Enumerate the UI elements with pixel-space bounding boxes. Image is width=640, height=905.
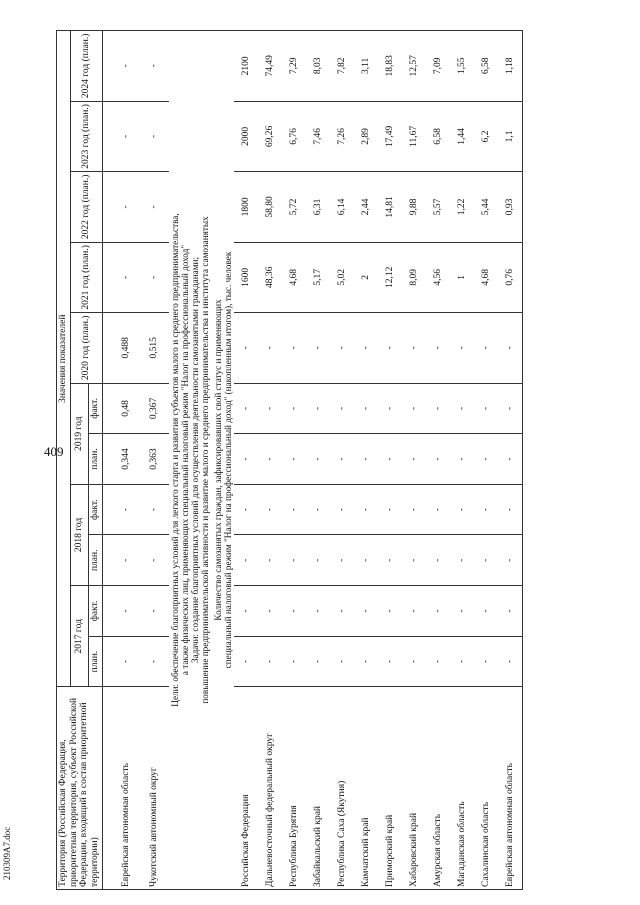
value-cell: -	[378, 535, 402, 586]
value-cell: -	[234, 484, 258, 535]
value-cell: -	[113, 535, 141, 586]
value-cell: 2000	[234, 101, 258, 171]
value-cell: -	[306, 484, 330, 535]
table-header	[57, 31, 103, 890]
value-cell: -	[474, 484, 498, 535]
value-cell: 18,83	[378, 31, 402, 102]
value-cell: 7,46	[306, 101, 330, 171]
value-cell: -	[426, 636, 450, 687]
value-cell: -	[402, 313, 426, 383]
header-2020: 2020 год (план.)	[70, 313, 102, 383]
value-cell: -	[113, 31, 141, 102]
value-cell: 1,1	[498, 101, 523, 171]
value-cell: -	[354, 586, 378, 637]
value-cell: -	[141, 636, 169, 687]
value-cell: 7,09	[426, 31, 450, 102]
value-cell: 1600	[234, 242, 258, 312]
value-cell: -	[306, 434, 330, 485]
value-cell: -	[282, 484, 306, 535]
value-cell: 5,44	[474, 172, 498, 242]
indicator-row	[212, 31, 235, 890]
value-cell: 6,58	[426, 101, 450, 171]
value-cell: 74,49	[258, 31, 282, 102]
value-cell: -	[498, 484, 523, 535]
header-2024: 2024 год (план.)	[70, 31, 102, 102]
value-cell: -	[282, 636, 306, 687]
rotated-table-page	[56, 20, 636, 890]
task-line: повышение предпринимательской активности и развитие малого и среднего предпринимательства и института самозанятых	[200, 216, 211, 704]
value-cell: -	[234, 313, 258, 383]
table-row	[426, 31, 450, 890]
goal-line: Цели: обеспечение благоприятных условий для легкого старта и развития субъектов малого и среднего предпринимательства,	[169, 213, 180, 707]
value-cell: -	[378, 636, 402, 687]
value-cell: -	[282, 383, 306, 434]
value-cell: -	[402, 434, 426, 485]
value-cell: -	[234, 636, 258, 687]
value-cell: -	[141, 242, 169, 312]
indicators-table	[56, 30, 523, 890]
value-cell: -	[450, 535, 474, 586]
value-cell: -	[306, 383, 330, 434]
value-cell: -	[378, 586, 402, 637]
value-cell: -	[141, 172, 169, 242]
header-territory: Территория (Российская Федерация, приоритетная территория, субъект Российской Федерации, входящий в состав приоритетной территории)	[57, 687, 103, 890]
territory-cell: Амурская область	[426, 687, 450, 890]
header-2021: 2021 год (план.)	[70, 242, 102, 312]
value-cell: -	[402, 535, 426, 586]
value-cell: -	[354, 484, 378, 535]
value-cell: 5,72	[282, 172, 306, 242]
value-cell: -	[258, 586, 282, 637]
indicator-title	[212, 31, 235, 890]
value-cell: 69,26	[258, 101, 282, 171]
value-cell: 4,68	[474, 242, 498, 312]
value-cell: -	[450, 434, 474, 485]
indicator-line: специальный налоговый режим "Налог на профессиональный доход" (накопленным итогом), тыс. человек	[222, 251, 233, 669]
value-cell: -	[306, 535, 330, 586]
value-cell: -	[498, 434, 523, 485]
territory-cell: Приморский край	[378, 687, 402, 890]
value-cell: -	[282, 434, 306, 485]
value-cell: -	[113, 172, 141, 242]
value-cell: -	[141, 586, 169, 637]
header-2017-plan: план.	[88, 636, 102, 687]
value-cell: -	[498, 535, 523, 586]
header-2019-fact: факт.	[88, 383, 102, 434]
value-cell: 6,31	[306, 172, 330, 242]
value-cell: -	[141, 31, 169, 102]
value-cell: -	[330, 313, 354, 383]
document-code: 210309А7.doc	[2, 826, 12, 880]
value-cell: -	[450, 636, 474, 687]
value-cell: -	[426, 434, 450, 485]
value-cell: 5,57	[426, 172, 450, 242]
table-row	[258, 31, 282, 890]
value-cell: 14,81	[378, 172, 402, 242]
value-cell: -	[426, 535, 450, 586]
value-cell: 6,76	[282, 101, 306, 171]
value-cell: -	[113, 636, 141, 687]
table-row	[450, 31, 474, 890]
value-cell: -	[330, 586, 354, 637]
value-cell: -	[330, 535, 354, 586]
value-cell: 1800	[234, 172, 258, 242]
territory-cell: Республика Бурятия	[282, 687, 306, 890]
value-cell: -	[354, 383, 378, 434]
value-cell: -	[306, 636, 330, 687]
table-row	[306, 31, 330, 890]
value-cell: 5,17	[306, 242, 330, 312]
value-cell: -	[330, 434, 354, 485]
value-cell: 6,2	[474, 101, 498, 171]
value-cell: 3,11	[354, 31, 378, 102]
value-cell: 8,09	[402, 242, 426, 312]
header-2018-fact: факт.	[88, 484, 102, 535]
value-cell: 5,02	[330, 242, 354, 312]
value-cell: -	[402, 586, 426, 637]
value-cell: -	[113, 484, 141, 535]
value-cell: -	[330, 383, 354, 434]
value-cell: 6,58	[474, 31, 498, 102]
value-cell: 1,55	[450, 31, 474, 102]
value-cell: -	[402, 484, 426, 535]
value-cell: -	[258, 383, 282, 434]
value-cell: -	[354, 535, 378, 586]
value-cell: -	[474, 383, 498, 434]
value-cell: 7,26	[330, 101, 354, 171]
value-cell: 4,56	[426, 242, 450, 312]
value-cell: -	[402, 636, 426, 687]
value-cell: -	[498, 383, 523, 434]
table-row	[474, 31, 498, 890]
value-cell: 1,18	[498, 31, 523, 102]
header-2023: 2023 год (план.)	[70, 101, 102, 171]
value-cell: -	[426, 484, 450, 535]
value-cell: 12,57	[402, 31, 426, 102]
table-row	[234, 31, 258, 890]
value-cell: -	[402, 383, 426, 434]
value-cell: -	[258, 434, 282, 485]
value-cell: -	[498, 636, 523, 687]
value-cell: -	[141, 535, 169, 586]
value-cell: 11,67	[402, 101, 426, 171]
value-cell: -	[498, 586, 523, 637]
value-cell: -	[474, 313, 498, 383]
value-cell: 0,515	[141, 313, 169, 383]
header-2022: 2022 год (план.)	[70, 172, 102, 242]
value-cell: -	[474, 586, 498, 637]
value-cell: -	[113, 242, 141, 312]
value-cell: 8,03	[306, 31, 330, 102]
goal-line: а также физических лиц, применяющих специальный налоговый режим "Налог на профессиональный доход"	[179, 244, 190, 676]
value-cell: -	[498, 313, 523, 383]
territory-cell: Дальневосточный федеральный округ	[258, 687, 282, 890]
indicator-line: Количество самозанятых граждан, зафиксировавших свой статус и применяющих	[212, 299, 223, 621]
value-cell: -	[450, 383, 474, 434]
value-cell: -	[330, 636, 354, 687]
header-2019-plan: план.	[88, 434, 102, 485]
value-cell: 0,48	[113, 383, 141, 434]
territory-cell: Хабаровский край	[402, 687, 426, 890]
value-cell: 2,44	[354, 172, 378, 242]
value-cell: -	[141, 101, 169, 171]
table-body	[102, 31, 523, 890]
header-values: Значения показателей	[57, 31, 71, 687]
value-cell: -	[450, 313, 474, 383]
territory-cell: Сахалинская область	[474, 687, 498, 890]
value-cell: -	[474, 636, 498, 687]
value-cell: 0,344	[113, 434, 141, 485]
value-cell: -	[426, 313, 450, 383]
value-cell: 12,12	[378, 242, 402, 312]
value-cell: 0,488	[113, 313, 141, 383]
value-cell: -	[330, 484, 354, 535]
table-row	[498, 31, 523, 890]
value-cell: -	[234, 383, 258, 434]
value-cell: 2,89	[354, 101, 378, 171]
header-2017: 2017 год	[70, 586, 88, 687]
value-cell: -	[450, 586, 474, 637]
table-row	[330, 31, 354, 890]
table-row	[402, 31, 426, 890]
value-cell: 1	[450, 242, 474, 312]
value-cell: 1,22	[450, 172, 474, 242]
page-number: 409	[44, 444, 64, 459]
value-cell: 7,29	[282, 31, 306, 102]
territory-cell: Чукотский автономный округ	[141, 687, 169, 890]
header-2017-fact: факт.	[88, 586, 102, 637]
territory-cell: Забайкальский край	[306, 687, 330, 890]
goals-text	[169, 31, 212, 890]
value-cell: -	[258, 313, 282, 383]
table-row	[141, 31, 169, 890]
territory-cell: Российская Федерация	[234, 687, 258, 890]
value-cell: -	[234, 434, 258, 485]
value-cell: -	[306, 586, 330, 637]
value-cell: -	[354, 313, 378, 383]
value-cell: -	[378, 484, 402, 535]
value-cell: -	[378, 383, 402, 434]
value-cell: -	[282, 535, 306, 586]
territory-cell: Магаданская область	[450, 687, 474, 890]
value-cell: -	[354, 434, 378, 485]
value-cell: -	[450, 484, 474, 535]
value-cell: -	[113, 586, 141, 637]
header-2019: 2019 год	[70, 383, 88, 484]
value-cell: 6,14	[330, 172, 354, 242]
task-line: Задачи: создание благоприятных условий для осуществления деятельности самозанятыми гражданами;	[190, 256, 201, 664]
territory-cell: Еврейская автономная область	[498, 687, 523, 890]
table-row	[354, 31, 378, 890]
value-cell: -	[426, 383, 450, 434]
value-cell: -	[378, 313, 402, 383]
value-cell: 7,82	[330, 31, 354, 102]
value-cell: 0,93	[498, 172, 523, 242]
value-cell: -	[282, 313, 306, 383]
value-cell: 0,76	[498, 242, 523, 312]
value-cell: -	[258, 636, 282, 687]
goals-row	[169, 31, 212, 890]
value-cell: -	[234, 535, 258, 586]
value-cell: 4,68	[282, 242, 306, 312]
value-cell: 0,367	[141, 383, 169, 434]
territory-cell: Еврейская автономная область	[113, 687, 141, 890]
value-cell: -	[258, 535, 282, 586]
value-cell: -	[113, 101, 141, 171]
table-row	[113, 31, 141, 890]
value-cell: -	[306, 313, 330, 383]
value-cell: -	[234, 586, 258, 637]
table-row	[378, 31, 402, 890]
value-cell: 2100	[234, 31, 258, 102]
value-cell: -	[258, 484, 282, 535]
value-cell: 17,49	[378, 101, 402, 171]
value-cell: 1,44	[450, 101, 474, 171]
value-cell: -	[474, 535, 498, 586]
territory-cell: Камчатский край	[354, 687, 378, 890]
value-cell: -	[426, 586, 450, 637]
header-2018: 2018 год	[70, 484, 88, 585]
value-cell: 2	[354, 242, 378, 312]
value-cell: -	[474, 434, 498, 485]
table-row	[282, 31, 306, 890]
value-cell: -	[354, 636, 378, 687]
value-cell: -	[282, 586, 306, 637]
value-cell: -	[378, 434, 402, 485]
header-2018-plan: план.	[88, 535, 102, 586]
territory-cell: Республика Саха (Якутия)	[330, 687, 354, 890]
value-cell: 48,36	[258, 242, 282, 312]
value-cell: -	[141, 484, 169, 535]
value-cell: 9,88	[402, 172, 426, 242]
value-cell: 58,80	[258, 172, 282, 242]
value-cell: 0,363	[141, 434, 169, 485]
